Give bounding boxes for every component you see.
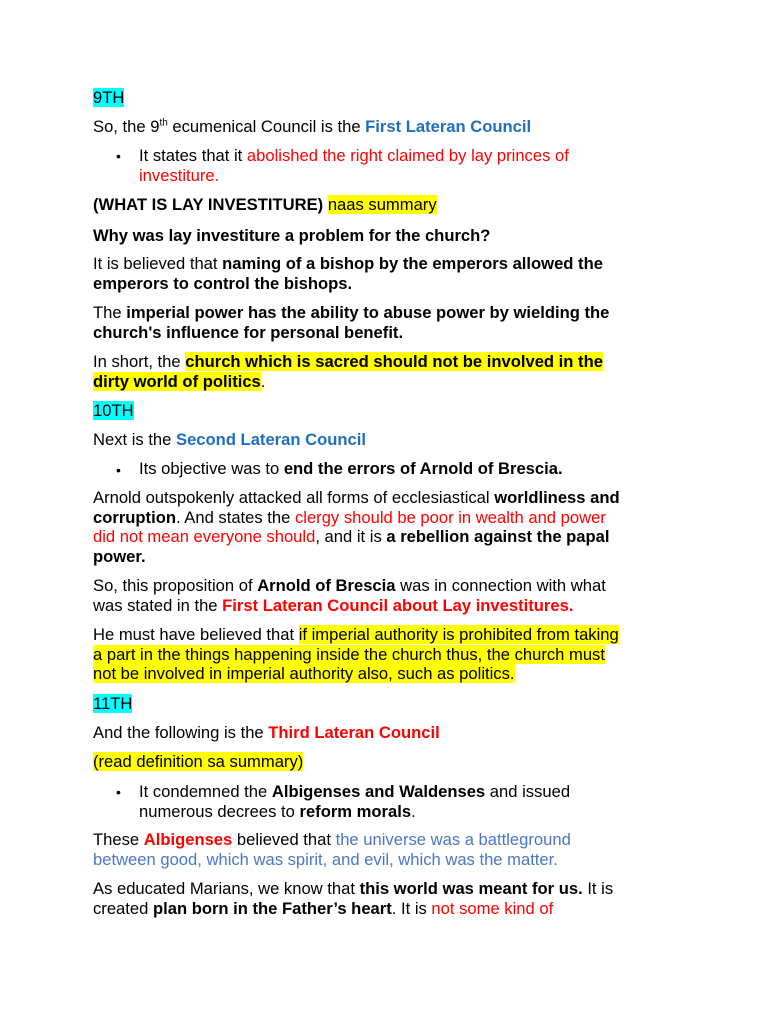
highlighted-text: a part in the things happening inside the church thus, the church must — [93, 644, 605, 664]
bold-text: imperial power has the ability to abuse power by wielding the — [126, 303, 610, 322]
text: . It is — [391, 898, 432, 918]
paragraph-in-short — [93, 352, 683, 391]
blue-text: between good, which was spirit, and evil, which was the matter. — [93, 849, 558, 869]
text: He must have believed that — [93, 625, 299, 644]
red-bold-text: Albigenses — [143, 830, 233, 849]
text: . — [260, 371, 266, 391]
paragraph-arnold-attacked — [93, 488, 683, 566]
paragraph-albigenses-belief — [93, 830, 683, 869]
text: So, this proposition of — [93, 576, 258, 595]
superscript: th — [159, 117, 168, 129]
paragraph-naming-bishop — [93, 254, 683, 293]
bullet-item-albigenses — [139, 782, 729, 821]
bold-text: (WHAT IS LAY INVESTITURE) — [93, 195, 324, 214]
bold-text: end the errors of Arnold of Brescia. — [283, 459, 563, 478]
council-name: First Lateran Council — [365, 117, 532, 136]
highlighted-text: if imperial authority is prohibited from taking — [298, 625, 619, 644]
text: believed that — [232, 830, 336, 849]
heading-10th-label: 10TH — [93, 401, 134, 420]
heading-11th — [93, 694, 683, 714]
heading-9th-label: 9TH — [93, 88, 125, 107]
highlighted-bold-text: dirty world of politics — [93, 371, 261, 391]
blue-text: the universe was a battleground — [335, 830, 571, 849]
text: numerous decrees to — [139, 801, 300, 821]
text: As educated Marians, we know that — [93, 879, 360, 898]
text: Its objective was to — [139, 459, 284, 478]
paragraph-read-definition — [93, 752, 683, 772]
text: and issued — [485, 782, 571, 801]
bold-text: church's influence for personal benefit. — [93, 322, 404, 342]
bullet-icon: • — [116, 784, 121, 800]
paragraph-imperial-power — [93, 303, 683, 342]
text: In short, the — [93, 352, 186, 371]
bold-text: Arnold of Brescia — [257, 576, 396, 595]
text: was in connection with what — [395, 576, 606, 595]
heading-9th — [93, 88, 683, 108]
bold-text: emperors to control the bishops. — [93, 273, 353, 293]
bullet-icon: • — [116, 148, 121, 164]
highlight-text: investiture. — [139, 165, 220, 185]
text: ecumenical Council is the — [167, 117, 366, 136]
paragraph-what-is-lay-investiture — [93, 195, 683, 215]
council-name: Second Lateran Council — [176, 430, 366, 449]
bold-text: corruption — [93, 507, 176, 527]
highlight-text: abolished the right claimed by lay princes of — [246, 146, 569, 165]
highlighted-text: not be involved in imperial authority also, such as politics. — [93, 664, 515, 683]
bullet-item-investiture — [139, 146, 729, 185]
paragraph-second-lateran — [93, 430, 683, 450]
text: It condemned the — [139, 782, 272, 801]
text: It is believed that — [93, 254, 223, 273]
text: So, the 9 — [93, 117, 160, 136]
text: created — [93, 898, 153, 918]
bold-text: Albigenses and Waldenses — [271, 782, 486, 801]
heading-11th-label: 11TH — [93, 694, 133, 713]
paragraph-third-lateran — [93, 723, 683, 743]
bullet-item-arnold — [139, 459, 729, 479]
bold-text: a rebellion against the papal — [386, 527, 610, 546]
heading-10th — [93, 401, 683, 421]
highlighted-note: (read definition sa summary) — [93, 752, 304, 771]
red-text: not some kind of — [431, 898, 554, 918]
bold-text: power. — [93, 546, 146, 566]
paragraph-educated-marians — [93, 879, 683, 918]
paragraph-first-lateran — [93, 117, 683, 137]
text: Next is the — [93, 430, 177, 449]
red-bold-text: First Lateran Council about Lay investitures. — [222, 595, 574, 615]
red-text: clergy should be poor in wealth and power — [294, 507, 606, 527]
text: was stated in the — [93, 595, 223, 615]
council-name: Third Lateran Council — [268, 723, 440, 742]
question-heading: Why was lay investiture a problem for the church? — [93, 226, 491, 245]
text: Arnold outspokenly attacked all forms of ecclesiastical — [93, 488, 495, 507]
paragraph-must-have-believed — [93, 625, 683, 684]
paragraph-proposition — [93, 576, 683, 615]
bold-text: this world was meant for us. — [359, 879, 583, 898]
text: It states that it — [139, 146, 247, 165]
bullet-icon: • — [116, 462, 121, 478]
bold-text: plan born in the Father’s heart — [152, 898, 392, 918]
highlighted-bold-text: church which is sacred should not be involved in the — [185, 352, 603, 371]
text: The — [93, 303, 127, 322]
text: And the following is the — [93, 723, 269, 742]
highlighted-note: naas summary — [327, 195, 437, 214]
bold-text: worldliness and — [494, 488, 620, 507]
text: These — [93, 830, 144, 849]
text: . — [411, 801, 416, 821]
red-text: did not mean everyone should — [93, 527, 316, 546]
bold-text: reform morals — [299, 801, 412, 821]
text: It is — [582, 879, 614, 898]
text: . And states the — [175, 507, 295, 527]
bold-text: naming of a bishop by the emperors allowed the — [222, 254, 603, 273]
text: , and it is — [315, 527, 387, 546]
